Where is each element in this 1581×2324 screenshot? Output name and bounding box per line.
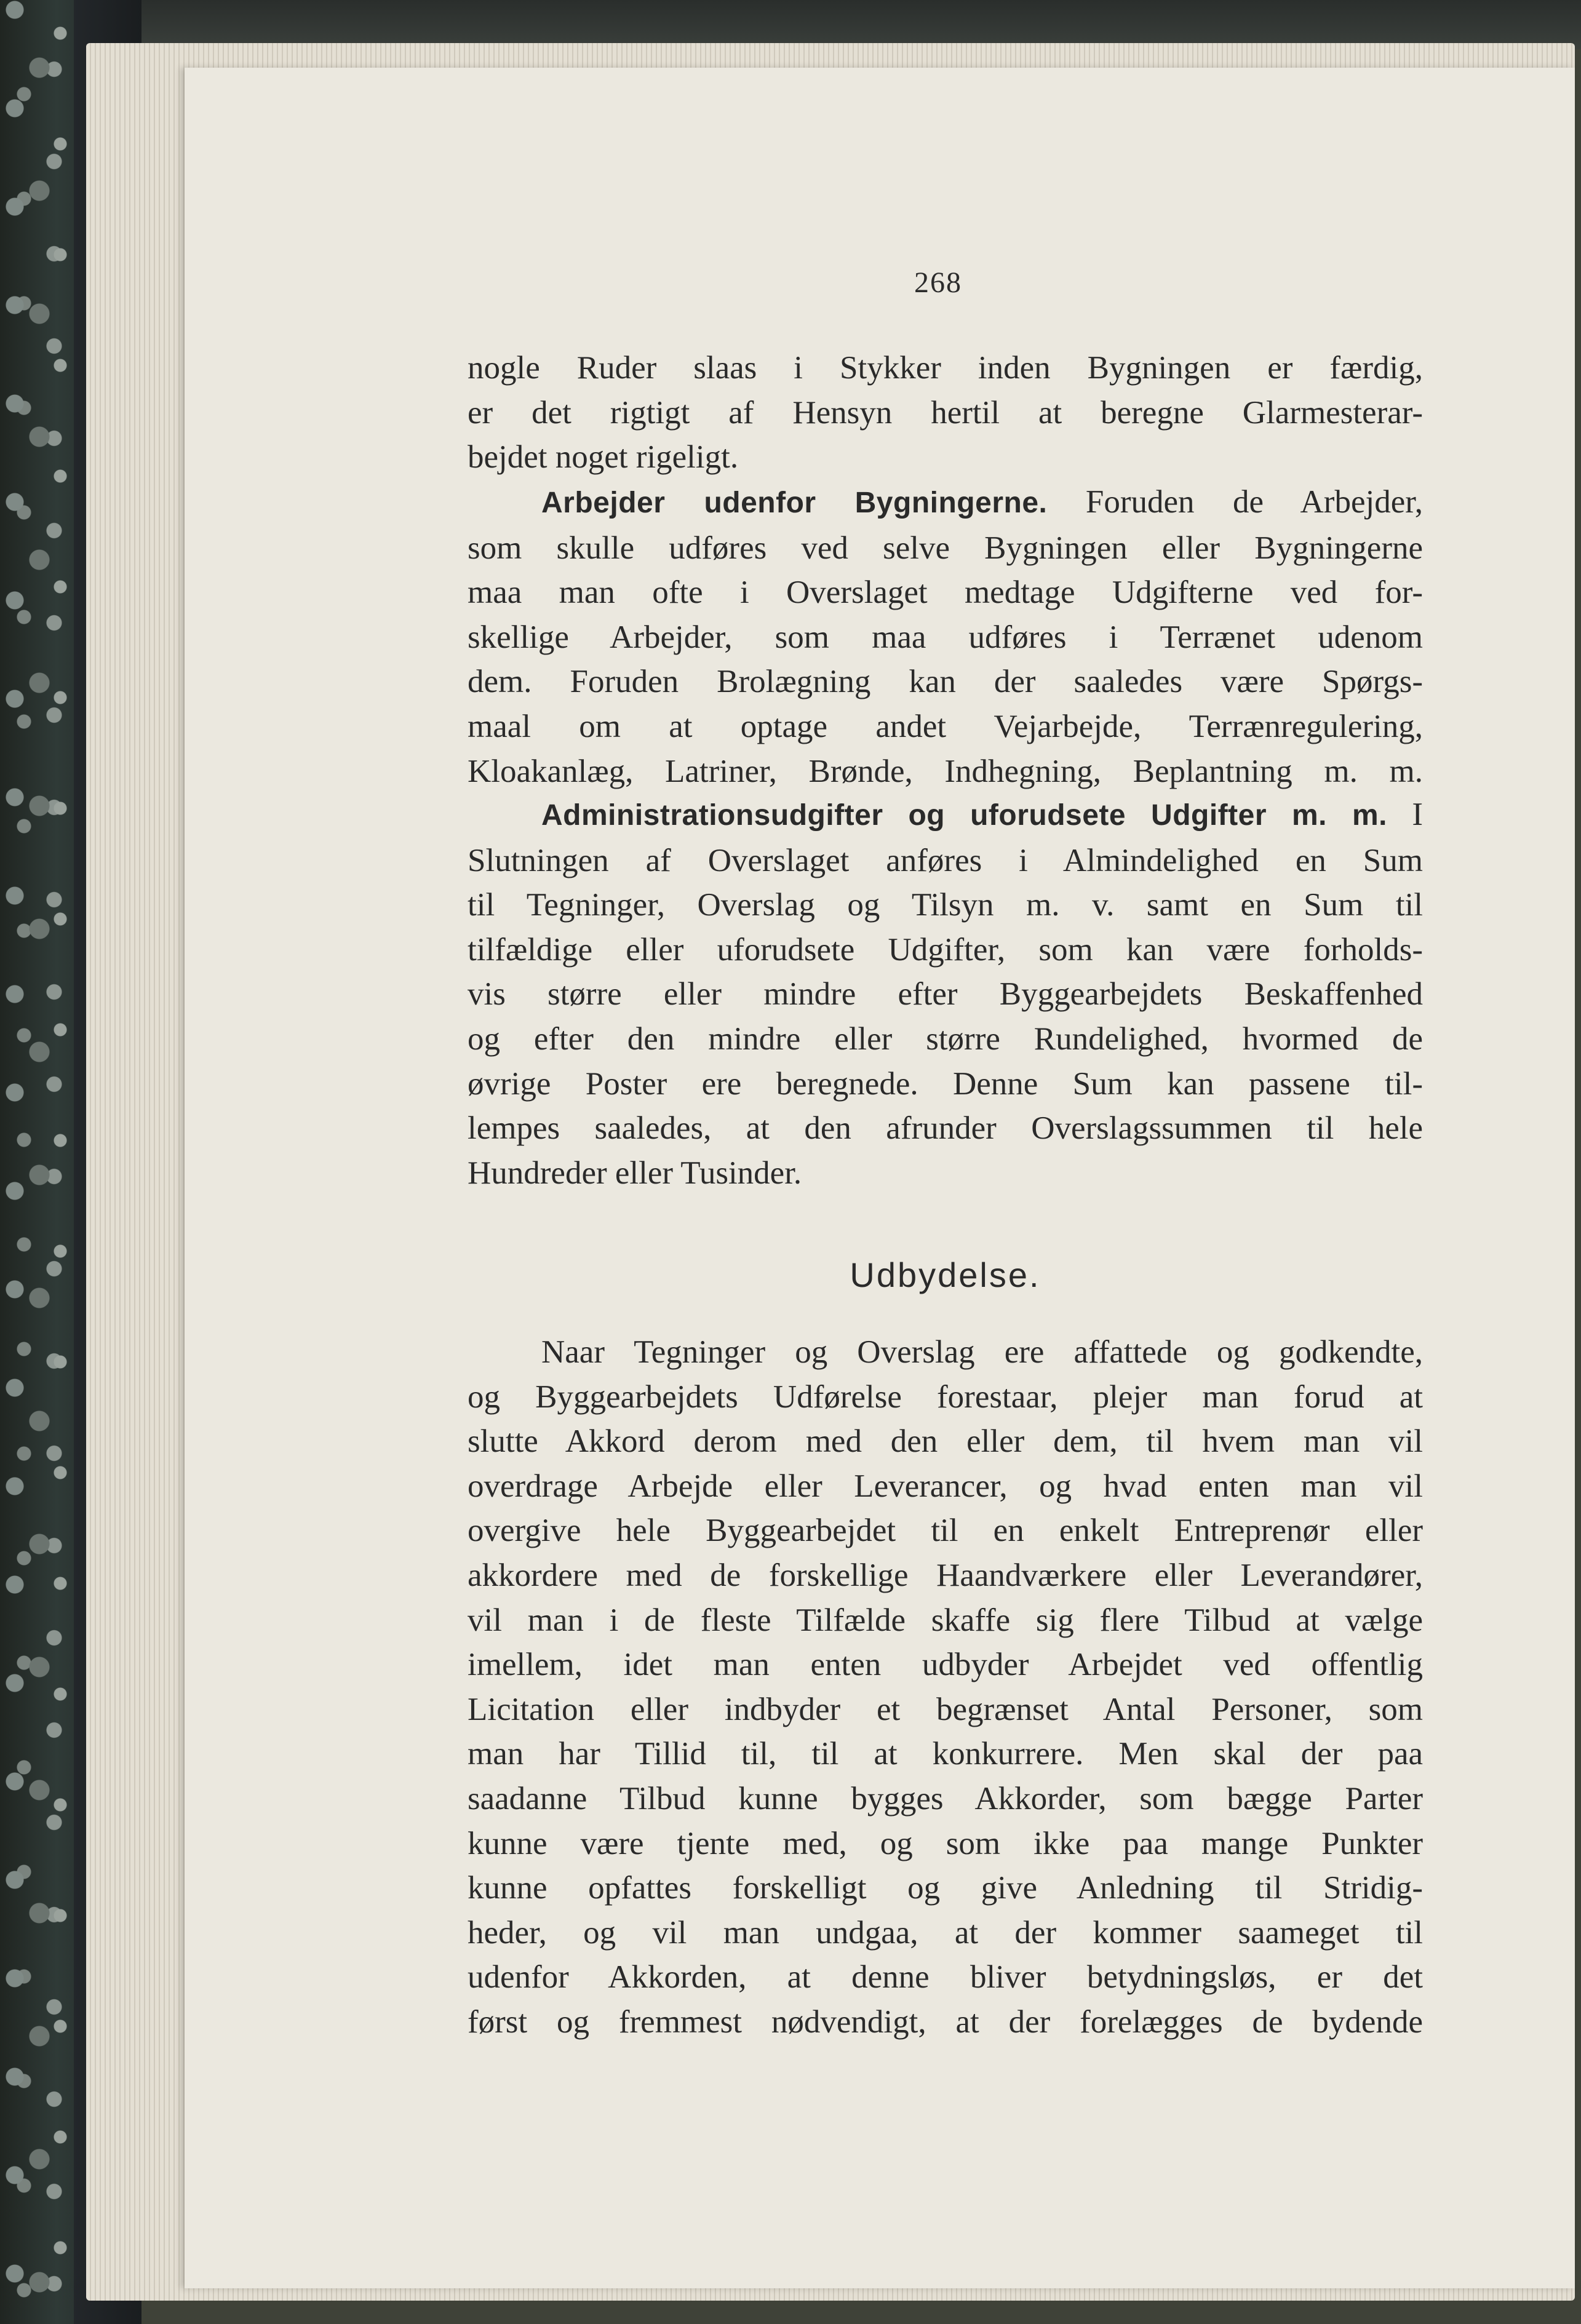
text-line: Naar Tegninger og Overslag ere affattede og godkendte, [541, 1334, 1423, 1370]
paragraph-2-first-line [468, 480, 1423, 526]
text-line: og efter den mindre eller større Rundelighed, hvormed de [468, 1021, 1423, 1057]
paragraph-1 [468, 346, 1423, 480]
text-line: heder, og vil man undgaa, at der kommer saameget til [468, 1914, 1423, 1951]
page-number: 268 [914, 266, 962, 299]
text-line: øvrige Poster ere beregnede. Denne Sum kan passene til- [468, 1065, 1423, 1102]
text-line: Hundreder eller Tusinder. [468, 1155, 802, 1191]
text-line: først og fremmest nødvendigt, at der forelægges de bydende [468, 2004, 1423, 2040]
text-line: lempes saaledes, at den afrunder Overslagssummen til hele [468, 1110, 1423, 1147]
section-heading: Udbydelse. [850, 1256, 1041, 1294]
text-line: vis større eller mindre efter Byggearbejdets Beskaffenhed [468, 976, 1423, 1013]
text-line: Kloakanlæg, Latriner, Brønde, Indhegning, Beplantning m. m. [468, 753, 1423, 789]
text-line: imellem, idet man enten udbyder Arbejdet ved offentlig [468, 1647, 1423, 1683]
text-line: nogle Ruder slaas i Stykker inden Bygningen er færdig, [468, 350, 1423, 386]
text-line: akkordere med de forskellige Haandværkere eller Leverandører, [468, 1557, 1423, 1593]
paragraph-2 [468, 480, 1423, 794]
text-line: bejdet noget rigeligt. [468, 439, 739, 476]
text-line: kunne være tjente med, og som ikke paa mange Punkter [468, 1825, 1423, 1861]
paragraph-3 [468, 792, 1423, 1195]
text-line: overgive hele Byggearbejdet til en enkelt Entreprenør eller [468, 1513, 1423, 1549]
text-line: maal om at optage andet Vejarbejde, Terrænregulering, [468, 708, 1423, 744]
rubric-heading: Administrationsudgifter og uforudsete Udgifter m. m. [541, 799, 1387, 832]
text-line: maa man ofte i Overslaget medtage Udgifterne ved for- [468, 575, 1423, 611]
text-fragment: Foruden de Arbejder, [1085, 484, 1423, 520]
text-line: Licitation eller indbyder et begrænset Antal Personer, som [468, 1691, 1423, 1727]
text-line: skellige Arbejder, som maa udføres i Terrænet udenom [468, 619, 1423, 655]
text-line: dem. Foruden Brolægning kan der saaledes være Spørgs- [468, 664, 1423, 700]
rubric-heading: Arbejder udenfor Bygningerne. [541, 487, 1048, 519]
paragraph-4 [468, 1330, 1423, 2045]
text-line: Slutningen af Overslaget anføres i Almindelighed en Sum [468, 842, 1423, 878]
text-line: overdrage Arbejde eller Leverancer, og hvad enten man vil [468, 1468, 1423, 1504]
paragraph-3-first-line [468, 792, 1423, 838]
text-line: vil man i de fleste Tilfælde skaffe sig flere Tilbud at vælge [468, 1602, 1423, 1638]
book-top-edge [0, 0, 1581, 49]
text-line: udenfor Akkorden, at denne bliver betydningsløs, er det [468, 1959, 1423, 1996]
text-line: slutte Akkord derom med den eller dem, til hvem man vil [468, 1423, 1423, 1460]
text-line: som skulle udføres ved selve Bygningen eller Bygningerne [468, 530, 1423, 566]
text-line: kunne opfattes forskelligt og give Anledning til Stridig- [468, 1870, 1423, 1906]
text-fragment: I [1412, 797, 1423, 832]
text-line: tilfældige eller uforudsete Udgifter, som kan være forholds- [468, 931, 1423, 968]
text-line: saadanne Tilbud kunne bygges Akkorder, som bægge Parter [468, 1780, 1423, 1817]
text-line: er det rigtigt af Hensyn hertil at beregne Glarmesterar- [468, 394, 1423, 431]
text-line: man har Tillid til, til at konkurrere. Men skal der paa [468, 1736, 1423, 1772]
text-line: og Byggearbejdets Udførelse forestaar, plejer man forud at [468, 1379, 1423, 1415]
text-line: til Tegninger, Overslag og Tilsyn m. v. samt en Sum til [468, 887, 1423, 923]
